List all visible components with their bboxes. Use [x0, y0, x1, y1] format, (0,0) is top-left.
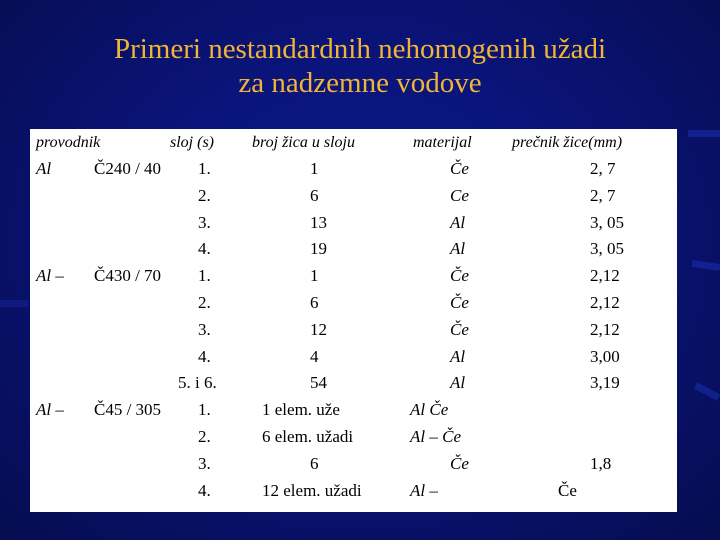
slide-title	[0, 32, 720, 100]
slide-title-line2: za nadzemne vodove	[238, 67, 482, 99]
cell-conductor: Al –	[36, 400, 64, 420]
cell-layer: 1.	[198, 159, 211, 178]
cell-diameter: 3,00	[590, 346, 620, 366]
cell-layer: 2.	[198, 185, 211, 205]
cell-material: Al	[450, 212, 466, 232]
cell-wire-count: 1 elem. uže	[262, 400, 340, 420]
cell-cross-section: Č45 / 305	[94, 400, 162, 420]
cell-wire-count: 1	[310, 266, 319, 286]
cell-wire-count: 6 elem. užadi	[262, 427, 354, 446]
cell-wire-count: 6	[310, 293, 319, 312]
cell-diameter: 2, 7	[590, 159, 616, 178]
cell-diameter: 2,12	[590, 319, 620, 339]
cell-layer: 3.	[198, 453, 211, 473]
cell-material: Al	[450, 346, 466, 366]
cell-wire-count: 6	[310, 453, 319, 473]
cell-layer: 3.	[198, 212, 211, 232]
cell-material: Če	[450, 293, 469, 312]
cell-layer: 1.	[198, 400, 211, 420]
cell-wire-count: 12	[310, 319, 327, 339]
cell-material: Al	[450, 239, 466, 259]
cell-layer: 4.	[198, 480, 211, 500]
cell-diameter: 2, 7	[590, 185, 616, 205]
header-wire-diameter: prečnik žice(mm)	[512, 134, 623, 151]
slide-title-line1: Primeri nestandardnih nehomogenih užadi	[113, 33, 607, 65]
cell-wire-count: 54	[310, 373, 327, 393]
cell-diameter: 3, 05	[590, 212, 624, 232]
header-layer: sloj (s)	[170, 134, 214, 151]
cell-material: Če	[450, 159, 469, 178]
cell-conductor: Al	[36, 159, 52, 178]
cell-wire-count: 1	[310, 159, 319, 178]
cell-material: Al Če	[410, 400, 449, 420]
cell-layer: 5. i 6.	[178, 373, 217, 393]
cell-material: Al – Če	[410, 427, 461, 446]
cell-cross-section: Č240 / 40	[94, 159, 162, 178]
cell-layer: 2.	[198, 293, 211, 312]
cell-cross-section: Č430 / 70	[94, 266, 162, 286]
cell-diameter: 3,19	[590, 373, 620, 393]
header-conductor: provodnik	[36, 134, 101, 151]
cell-wire-count: 19	[310, 239, 327, 259]
background-stripe	[0, 300, 28, 307]
cell-layer: 4.	[198, 346, 211, 366]
cell-diameter: 3, 05	[590, 239, 624, 259]
cell-layer: 1.	[198, 266, 211, 286]
cell-diameter: Če	[558, 480, 577, 500]
cell-material: Če	[450, 319, 469, 339]
cell-material: Če	[450, 266, 469, 286]
cell-material: Ce	[450, 185, 469, 205]
header-material: materijal	[413, 134, 472, 151]
cell-material: Al –	[410, 480, 438, 500]
cell-conductor: Al –	[36, 266, 64, 286]
cell-wire-count: 13	[310, 212, 327, 232]
conductor-table	[30, 129, 677, 512]
cell-wire-count: 4	[310, 346, 319, 366]
background-stripe	[692, 260, 720, 271]
cell-diameter: 2,12	[590, 293, 620, 312]
cell-diameter: 1,8	[590, 453, 612, 473]
cell-wire-count: 6	[310, 185, 319, 205]
cell-material: Če	[450, 453, 469, 473]
cell-layer: 3.	[198, 319, 211, 339]
header-wire-count: broj žica u sloju	[252, 134, 355, 151]
cell-wire-count: 12 elem. užadi	[262, 480, 362, 500]
background-stripe	[688, 130, 720, 137]
cell-material: Al	[450, 373, 466, 393]
cell-diameter: 2,12	[590, 266, 620, 286]
background-stripe	[694, 382, 720, 400]
cell-layer: 4.	[198, 239, 211, 259]
cell-layer: 2.	[198, 427, 211, 446]
